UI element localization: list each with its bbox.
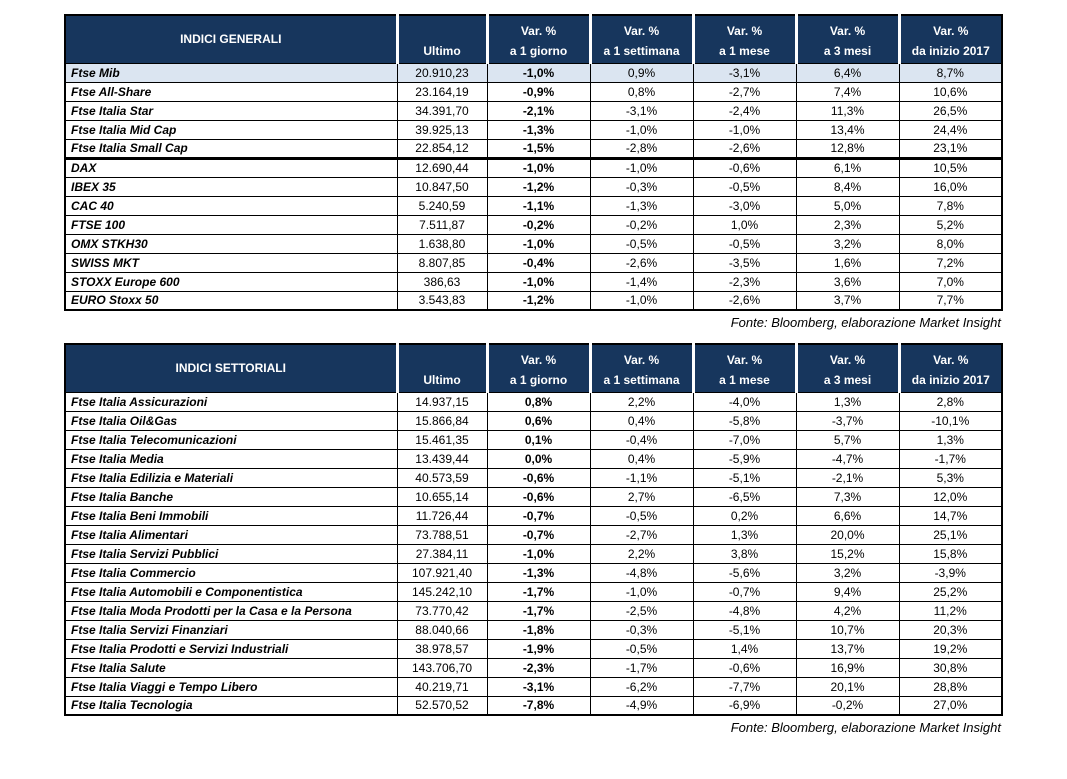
ultimo-value-cell: 5.240,59 xyxy=(397,196,487,215)
var-value-cell: -2,7% xyxy=(590,525,693,544)
index-name-cell: Ftse Italia Prodotti e Servizi Industriali xyxy=(65,639,397,658)
var-value-cell: 0,0% xyxy=(487,449,590,468)
var-value-cell: -0,4% xyxy=(487,253,590,272)
index-name-cell: Ftse Italia Oil&Gas xyxy=(65,411,397,430)
table-row xyxy=(65,563,1002,582)
index-name-cell: Ftse Italia Servizi Pubblici xyxy=(65,544,397,563)
ultimo-value-cell: 27.384,11 xyxy=(397,544,487,563)
table-row xyxy=(65,411,1002,430)
var-value-cell: 0,8% xyxy=(590,82,693,101)
var-value-cell: 27,0% xyxy=(899,696,1002,715)
index-name-cell: FTSE 100 xyxy=(65,215,397,234)
var-value-cell: 14,7% xyxy=(899,506,1002,525)
var-value-cell: 13,7% xyxy=(796,639,899,658)
var-header-line1: Var. % xyxy=(933,23,969,38)
index-name-cell: Ftse Italia Tecnologia xyxy=(65,696,397,715)
var-value-cell: -5,1% xyxy=(693,620,796,639)
var-value-cell: -2,1% xyxy=(487,101,590,120)
index-name-cell: DAX xyxy=(65,158,397,177)
var-value-cell: 10,6% xyxy=(899,82,1002,101)
var-value-cell: -0,5% xyxy=(590,639,693,658)
var-value-cell: -1,7% xyxy=(590,658,693,677)
index-name-cell: SWISS MKT xyxy=(65,253,397,272)
var-value-cell: -0,3% xyxy=(590,620,693,639)
var-value-cell: 7,2% xyxy=(899,253,1002,272)
var-value-cell: -2,7% xyxy=(693,82,796,101)
var-value-cell: -1,2% xyxy=(487,291,590,310)
var-value-cell: -0,2% xyxy=(796,696,899,715)
var-header-line1: Var. % xyxy=(829,23,866,38)
var-value-cell: -2,3% xyxy=(487,658,590,677)
var-value-cell: 3,2% xyxy=(796,234,899,253)
ultimo-value-cell: 12.690,44 xyxy=(397,158,487,177)
var-value-cell: 8,7% xyxy=(899,63,1002,82)
ultimo-value-cell: 73.770,42 xyxy=(397,601,487,620)
var-value-cell: -2,5% xyxy=(590,601,693,620)
var-value-cell: -2,6% xyxy=(693,291,796,310)
var-value-cell: 0,8% xyxy=(487,392,590,411)
var-value-cell: 1,3% xyxy=(796,392,899,411)
var-value-cell: -1,0% xyxy=(693,120,796,139)
var-value-cell: 3,8% xyxy=(693,544,796,563)
var-value-cell: 3,7% xyxy=(796,291,899,310)
index-name-cell: Ftse Italia Beni Immobili xyxy=(65,506,397,525)
var-value-cell: 7,7% xyxy=(899,291,1002,310)
var-value-cell: -3,5% xyxy=(693,253,796,272)
var-value-cell: -4,8% xyxy=(693,601,796,620)
ultimo-value-cell: 88.040,66 xyxy=(397,620,487,639)
var-value-cell: -2,4% xyxy=(693,101,796,120)
ultimo-value-cell: 13.439,44 xyxy=(397,449,487,468)
index-name-cell: Ftse Italia Viaggi e Tempo Libero xyxy=(65,677,397,696)
var-value-cell: 20,0% xyxy=(796,525,899,544)
table-row xyxy=(65,139,1002,158)
table-row xyxy=(65,449,1002,468)
table-row xyxy=(65,63,1002,82)
var-value-cell: -5,9% xyxy=(693,449,796,468)
table-row xyxy=(65,272,1002,291)
var-value-cell: 6,4% xyxy=(796,63,899,82)
var-value-cell: -1,0% xyxy=(487,272,590,291)
var-header-line1: Var. % xyxy=(933,352,969,367)
index-name-cell: Ftse Italia Telecomunicazioni xyxy=(65,430,397,449)
var-value-cell: -1,0% xyxy=(590,158,693,177)
var-header-line2: a 1 giorno xyxy=(509,43,568,58)
var-value-cell: -1,9% xyxy=(487,639,590,658)
var-value-cell: 20,3% xyxy=(899,620,1002,639)
var-value-cell: 1,4% xyxy=(693,639,796,658)
var-value-cell: -1,3% xyxy=(487,120,590,139)
var-value-cell: 2,2% xyxy=(590,544,693,563)
var-value-cell: -0,6% xyxy=(487,468,590,487)
var-value-cell: -0,4% xyxy=(590,430,693,449)
var-value-cell: 10,7% xyxy=(796,620,899,639)
table-row xyxy=(65,544,1002,563)
var-value-cell: 12,8% xyxy=(796,139,899,158)
ultimo-column-header: Ultimo xyxy=(397,15,487,63)
var-value-cell: -2,8% xyxy=(590,139,693,158)
var-value-cell: -1,8% xyxy=(487,620,590,639)
var-header-line1: Var. % xyxy=(623,23,660,38)
var-header-line2: a 1 mese xyxy=(719,372,770,387)
var-column-header xyxy=(693,344,796,392)
table-row xyxy=(65,601,1002,620)
index-name-cell: Ftse Italia Mid Cap xyxy=(65,120,397,139)
ultimo-value-cell: 7.511,87 xyxy=(397,215,487,234)
var-value-cell: 7,3% xyxy=(796,487,899,506)
var-value-cell: -6,9% xyxy=(693,696,796,715)
table-header-row xyxy=(65,15,1002,63)
var-value-cell: -1,0% xyxy=(590,291,693,310)
var-value-cell: -7,8% xyxy=(487,696,590,715)
indici-generali-section xyxy=(64,14,1003,338)
var-column-header xyxy=(796,15,899,63)
index-name-cell: Ftse Italia Moda Prodotti per la Casa e la Persona xyxy=(65,601,397,620)
var-value-cell: -5,8% xyxy=(693,411,796,430)
var-value-cell: 0,9% xyxy=(590,63,693,82)
var-value-cell: -10,1% xyxy=(899,411,1002,430)
var-value-cell: 4,2% xyxy=(796,601,899,620)
var-value-cell: 30,8% xyxy=(899,658,1002,677)
table-row xyxy=(65,468,1002,487)
var-value-cell: -7,7% xyxy=(693,677,796,696)
var-header-line2: a 3 mesi xyxy=(823,372,872,387)
var-value-cell: -6,5% xyxy=(693,487,796,506)
indici-settoriali-section xyxy=(64,343,1003,743)
var-value-cell: -4,7% xyxy=(796,449,899,468)
table-row xyxy=(65,392,1002,411)
table-title: INDICI SETTORIALI xyxy=(65,344,397,392)
ultimo-value-cell: 145.242,10 xyxy=(397,582,487,601)
index-name-cell: Ftse Italia Media xyxy=(65,449,397,468)
var-value-cell: 9,4% xyxy=(796,582,899,601)
index-name-cell: Ftse Italia Banche xyxy=(65,487,397,506)
var-value-cell: -0,7% xyxy=(487,525,590,544)
var-column-header xyxy=(590,344,693,392)
ultimo-value-cell: 1.638,80 xyxy=(397,234,487,253)
table-row xyxy=(65,291,1002,310)
var-value-cell: 5,0% xyxy=(796,196,899,215)
var-value-cell: -0,6% xyxy=(693,158,796,177)
var-value-cell: -4,0% xyxy=(693,392,796,411)
ultimo-column-header: Ultimo xyxy=(397,344,487,392)
var-value-cell: 26,5% xyxy=(899,101,1002,120)
index-name-cell: EURO Stoxx 50 xyxy=(65,291,397,310)
var-value-cell: -0,6% xyxy=(487,487,590,506)
var-value-cell: -2,1% xyxy=(796,468,899,487)
var-column-header xyxy=(796,344,899,392)
table-row xyxy=(65,101,1002,120)
indices-table xyxy=(64,14,1003,311)
index-name-cell: Ftse Italia Salute xyxy=(65,658,397,677)
var-value-cell: -0,3% xyxy=(590,177,693,196)
var-value-cell: 0,1% xyxy=(487,430,590,449)
var-value-cell: -1,3% xyxy=(590,196,693,215)
var-column-header xyxy=(487,15,590,63)
var-value-cell: -0,5% xyxy=(693,177,796,196)
var-value-cell: 13,4% xyxy=(796,120,899,139)
table-row xyxy=(65,158,1002,177)
var-value-cell: 25,2% xyxy=(899,582,1002,601)
ultimo-value-cell: 40.219,71 xyxy=(397,677,487,696)
index-name-cell: Ftse Italia Commercio xyxy=(65,563,397,582)
table-row xyxy=(65,234,1002,253)
index-name-cell: Ftse Italia Assicurazioni xyxy=(65,392,397,411)
var-value-cell: -3,1% xyxy=(487,677,590,696)
table-row xyxy=(65,177,1002,196)
var-value-cell: 2,2% xyxy=(590,392,693,411)
var-value-cell: 0,4% xyxy=(590,411,693,430)
var-value-cell: -1,3% xyxy=(487,563,590,582)
var-value-cell: 19,2% xyxy=(899,639,1002,658)
ultimo-value-cell: 52.570,52 xyxy=(397,696,487,715)
index-name-cell: Ftse Italia Edilizia e Materiali xyxy=(65,468,397,487)
var-value-cell: -1,0% xyxy=(487,63,590,82)
ultimo-value-cell: 143.706,70 xyxy=(397,658,487,677)
table-row xyxy=(65,658,1002,677)
index-name-cell: Ftse Italia Star xyxy=(65,101,397,120)
ultimo-value-cell: 107.921,40 xyxy=(397,563,487,582)
index-name-cell: OMX STKH30 xyxy=(65,234,397,253)
ultimo-value-cell: 23.164,19 xyxy=(397,82,487,101)
var-value-cell: -1,0% xyxy=(487,158,590,177)
var-column-header xyxy=(899,15,1002,63)
var-value-cell: 23,1% xyxy=(899,139,1002,158)
var-value-cell: 12,0% xyxy=(899,487,1002,506)
ultimo-value-cell: 10.655,14 xyxy=(397,487,487,506)
var-header-line2: da inizio 2017 xyxy=(911,372,990,387)
ultimo-value-cell: 73.788,51 xyxy=(397,525,487,544)
var-value-cell: -2,6% xyxy=(590,253,693,272)
table-row xyxy=(65,215,1002,234)
var-value-cell: 8,0% xyxy=(899,234,1002,253)
ultimo-value-cell: 11.726,44 xyxy=(397,506,487,525)
var-value-cell: -2,6% xyxy=(693,139,796,158)
var-value-cell: 24,4% xyxy=(899,120,1002,139)
var-value-cell: -0,2% xyxy=(590,215,693,234)
var-header-line2: a 1 giorno xyxy=(509,372,568,387)
var-value-cell: 2,7% xyxy=(590,487,693,506)
index-name-cell: Ftse Italia Servizi Finanziari xyxy=(65,620,397,639)
ultimo-value-cell: 8.807,85 xyxy=(397,253,487,272)
var-header-line1: Var. % xyxy=(520,23,557,38)
var-value-cell: -0,7% xyxy=(693,582,796,601)
table-row xyxy=(65,120,1002,139)
var-value-cell: -1,0% xyxy=(590,582,693,601)
var-value-cell: 15,8% xyxy=(899,544,1002,563)
var-column-header xyxy=(693,15,796,63)
var-value-cell: -3,0% xyxy=(693,196,796,215)
var-value-cell: 0,4% xyxy=(590,449,693,468)
var-value-cell: -1,2% xyxy=(487,177,590,196)
var-header-line2: a 3 mesi xyxy=(823,43,872,58)
table-row xyxy=(65,620,1002,639)
var-value-cell: 11,2% xyxy=(899,601,1002,620)
var-value-cell: -7,0% xyxy=(693,430,796,449)
var-value-cell: -1,0% xyxy=(487,544,590,563)
table-title: INDICI GENERALI xyxy=(65,15,397,63)
source-note: Fonte: Bloomberg, elaborazione Market Insight xyxy=(730,315,1001,330)
var-value-cell: -1,0% xyxy=(590,120,693,139)
ultimo-value-cell: 15.461,35 xyxy=(397,430,487,449)
var-value-cell: 6,1% xyxy=(796,158,899,177)
ultimo-value-cell: 38.978,57 xyxy=(397,639,487,658)
var-value-cell: 25,1% xyxy=(899,525,1002,544)
var-value-cell: 11,3% xyxy=(796,101,899,120)
table-row xyxy=(65,582,1002,601)
table-row xyxy=(65,677,1002,696)
index-name-cell: Ftse Italia Small Cap xyxy=(65,139,397,158)
var-value-cell: 0,2% xyxy=(693,506,796,525)
source-note: Fonte: Bloomberg, elaborazione Market Insight xyxy=(730,720,1001,735)
table-row xyxy=(65,430,1002,449)
var-value-cell: 6,6% xyxy=(796,506,899,525)
ultimo-value-cell: 10.847,50 xyxy=(397,177,487,196)
table-row xyxy=(65,525,1002,544)
var-value-cell: 16,9% xyxy=(796,658,899,677)
var-value-cell: 8,4% xyxy=(796,177,899,196)
var-value-cell: -0,5% xyxy=(590,506,693,525)
var-value-cell: -1,7% xyxy=(487,601,590,620)
index-name-cell: Ftse All-Share xyxy=(65,82,397,101)
var-value-cell: -0,6% xyxy=(693,658,796,677)
index-name-cell: Ftse Mib xyxy=(65,63,397,82)
var-value-cell: -3,9% xyxy=(899,563,1002,582)
var-header-line1: Var. % xyxy=(623,352,660,367)
var-value-cell: -4,9% xyxy=(590,696,693,715)
var-value-cell: -1,4% xyxy=(590,272,693,291)
var-value-cell: -3,1% xyxy=(693,63,796,82)
var-value-cell: -1,7% xyxy=(899,449,1002,468)
var-value-cell: -0,5% xyxy=(693,234,796,253)
var-value-cell: 1,3% xyxy=(693,525,796,544)
ultimo-value-cell: 34.391,70 xyxy=(397,101,487,120)
var-value-cell: -0,2% xyxy=(487,215,590,234)
table-row xyxy=(65,82,1002,101)
ultimo-value-cell: 22.854,12 xyxy=(397,139,487,158)
index-name-cell: Ftse Italia Automobili e Componentistica xyxy=(65,582,397,601)
var-value-cell: -5,6% xyxy=(693,563,796,582)
var-value-cell: 20,1% xyxy=(796,677,899,696)
var-value-cell: -0,7% xyxy=(487,506,590,525)
index-name-cell: STOXX Europe 600 xyxy=(65,272,397,291)
var-value-cell: -1,7% xyxy=(487,582,590,601)
var-value-cell: 5,7% xyxy=(796,430,899,449)
var-value-cell: -3,1% xyxy=(590,101,693,120)
table-header-row xyxy=(65,344,1002,392)
var-value-cell: 16,0% xyxy=(899,177,1002,196)
ultimo-value-cell: 386,63 xyxy=(397,272,487,291)
var-value-cell: 10,5% xyxy=(899,158,1002,177)
index-name-cell: CAC 40 xyxy=(65,196,397,215)
indices-table xyxy=(64,343,1003,716)
var-value-cell: 0,6% xyxy=(487,411,590,430)
var-value-cell: 7,0% xyxy=(899,272,1002,291)
var-value-cell: -3,7% xyxy=(796,411,899,430)
var-header-line1: Var. % xyxy=(726,352,763,367)
var-value-cell: 15,2% xyxy=(796,544,899,563)
var-header-line2: a 1 settimana xyxy=(603,372,680,387)
table-row xyxy=(65,196,1002,215)
var-value-cell: 7,8% xyxy=(899,196,1002,215)
ultimo-value-cell: 40.573,59 xyxy=(397,468,487,487)
ultimo-value-cell: 3.543,83 xyxy=(397,291,487,310)
var-header-line1: Var. % xyxy=(829,352,866,367)
var-header-line1: Var. % xyxy=(520,352,557,367)
var-value-cell: -1,5% xyxy=(487,139,590,158)
var-header-line1: Var. % xyxy=(726,23,763,38)
var-value-cell: -1,1% xyxy=(487,196,590,215)
ultimo-value-cell: 14.937,15 xyxy=(397,392,487,411)
index-name-cell: Ftse Italia Alimentari xyxy=(65,525,397,544)
table-row xyxy=(65,639,1002,658)
var-value-cell: -1,0% xyxy=(487,234,590,253)
ultimo-value-cell: 15.866,84 xyxy=(397,411,487,430)
var-column-header xyxy=(487,344,590,392)
var-value-cell: -1,1% xyxy=(590,468,693,487)
var-value-cell: -0,5% xyxy=(590,234,693,253)
var-header-line2: a 1 mese xyxy=(719,43,770,58)
var-value-cell: 2,8% xyxy=(899,392,1002,411)
table-row xyxy=(65,487,1002,506)
var-value-cell: -4,8% xyxy=(590,563,693,582)
var-value-cell: 7,4% xyxy=(796,82,899,101)
var-value-cell: 5,3% xyxy=(899,468,1002,487)
index-name-cell: IBEX 35 xyxy=(65,177,397,196)
var-value-cell: 1,3% xyxy=(899,430,1002,449)
var-value-cell: 5,2% xyxy=(899,215,1002,234)
var-value-cell: 3,2% xyxy=(796,563,899,582)
table-row xyxy=(65,506,1002,525)
var-value-cell: 3,6% xyxy=(796,272,899,291)
var-value-cell: -5,1% xyxy=(693,468,796,487)
var-value-cell: 2,3% xyxy=(796,215,899,234)
ultimo-value-cell: 39.925,13 xyxy=(397,120,487,139)
var-value-cell: -2,3% xyxy=(693,272,796,291)
var-value-cell: 1,0% xyxy=(693,215,796,234)
var-value-cell: -0,9% xyxy=(487,82,590,101)
table-row xyxy=(65,696,1002,715)
table-row xyxy=(65,253,1002,272)
var-header-line2: a 1 settimana xyxy=(603,43,680,58)
var-column-header xyxy=(590,15,693,63)
ultimo-value-cell: 20.910,23 xyxy=(397,63,487,82)
var-value-cell: -6,2% xyxy=(590,677,693,696)
var-header-line2: da inizio 2017 xyxy=(911,43,990,58)
var-value-cell: 28,8% xyxy=(899,677,1002,696)
var-value-cell: 1,6% xyxy=(796,253,899,272)
var-column-header xyxy=(899,344,1002,392)
